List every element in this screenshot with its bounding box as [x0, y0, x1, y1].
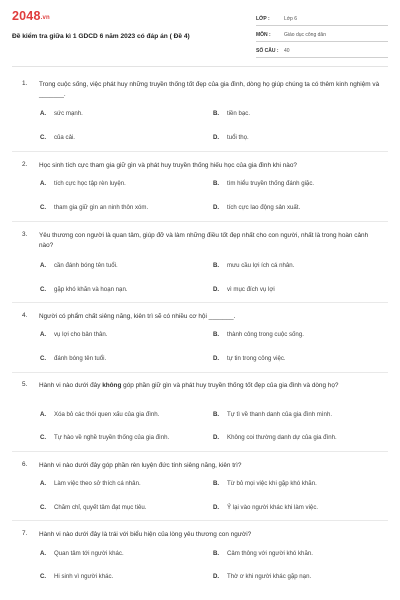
option-b[interactable]	[213, 480, 317, 487]
option-letter: D.	[213, 204, 220, 211]
option-d[interactable]	[213, 573, 311, 580]
option-text: vì mục đích vụ lợi	[227, 286, 275, 293]
meta-label: SỐ CÂU :	[256, 48, 279, 54]
meta-row-subject	[256, 29, 388, 42]
question-text	[39, 381, 384, 391]
question-separator	[12, 451, 388, 452]
option-letter: B.	[213, 480, 220, 487]
meta-value: Giáo dục công dân	[284, 32, 326, 38]
option-letter: C.	[40, 504, 47, 511]
question-separator	[12, 302, 388, 303]
option-letter: A.	[40, 411, 47, 418]
option-a[interactable]	[40, 262, 118, 269]
option-d[interactable]	[213, 504, 318, 511]
option-letter: C.	[40, 134, 47, 141]
option-letter: C.	[40, 355, 47, 362]
question-number: 3.	[22, 231, 28, 238]
option-text: đánh bóng tên tuổi.	[54, 355, 107, 362]
option-letter: A.	[40, 110, 47, 117]
option-letter: D.	[213, 286, 220, 293]
question-number: 1.	[22, 80, 28, 87]
option-c[interactable]	[40, 286, 128, 293]
option-d[interactable]	[213, 286, 275, 293]
option-text: gặp khó khăn và hoạn nạn.	[54, 286, 128, 293]
option-letter: B.	[213, 110, 220, 117]
option-a[interactable]	[40, 550, 124, 557]
option-d[interactable]	[213, 134, 249, 141]
option-d[interactable]	[213, 204, 300, 211]
meta-label: LỚP :	[256, 16, 270, 22]
option-a[interactable]	[40, 480, 141, 487]
option-a[interactable]	[40, 180, 126, 187]
option-d[interactable]	[213, 355, 286, 362]
option-letter: A.	[40, 480, 47, 487]
option-text: sức mạnh.	[54, 110, 83, 117]
option-text: Không coi thường danh dự của gia đình.	[227, 434, 337, 441]
option-text: Quan tâm tới người khác.	[54, 550, 124, 557]
option-b[interactable]	[213, 180, 314, 187]
question-text: Hành vi nào dưới đây góp phần rèn luyện đức tính siêng năng, kiên trì?	[39, 462, 242, 469]
question-text: Hành vi nào dưới đây là trái với biểu hiện của lòng yêu thương con người?	[39, 531, 252, 538]
question-separator	[12, 221, 388, 222]
question-number: 2.	[22, 161, 28, 168]
option-text: Tự hào về nghề truyền thống của gia đình.	[54, 434, 170, 441]
question-text: Học sinh tích cực tham gia giữ gìn và phát huy truyền thống hiếu học của gia đình khi nào?	[39, 162, 297, 169]
option-letter: A.	[40, 550, 47, 557]
option-letter: D.	[213, 573, 220, 580]
question-text: Trong cuộc sống, việc phát huy những truyền thống tốt đẹp của gia đình, dòng họ giúp chúng ta có thêm kinh nghiệm và _______.	[39, 81, 380, 98]
question-number: 7.	[22, 530, 28, 537]
option-a[interactable]	[40, 110, 83, 117]
question-separator	[12, 151, 388, 152]
option-text: Cảm thông với người khó khăn.	[227, 550, 313, 557]
option-letter: C.	[40, 573, 47, 580]
option-letter: D.	[213, 355, 220, 362]
option-c[interactable]	[40, 204, 148, 211]
option-text: Thờ ơ khi người khác gặp nạn.	[227, 573, 312, 580]
document-title: Đề kiểm tra giữa kì 1 GDCD 6 năm 2023 có đáp án ( Đề 4)	[12, 33, 190, 40]
meta-value: Lớp 6	[284, 16, 298, 22]
site-logo[interactable]	[12, 9, 50, 23]
option-text: Từ bỏ mọi việc khi gặp khó khăn.	[227, 480, 317, 487]
option-c[interactable]	[40, 355, 106, 362]
option-letter: D.	[213, 504, 220, 511]
header-divider	[12, 66, 388, 67]
option-a[interactable]	[40, 411, 159, 418]
question-separator	[12, 520, 388, 521]
meta-value: 40	[284, 48, 290, 54]
option-letter: A.	[40, 180, 47, 187]
option-letter: C.	[40, 434, 47, 441]
option-b[interactable]	[213, 110, 250, 117]
question-number: 4.	[22, 312, 28, 319]
option-text: Chăm chỉ, quyết tâm đạt mục tiêu.	[54, 504, 147, 511]
option-b[interactable]	[213, 262, 294, 269]
option-text: tiền bạc.	[227, 110, 251, 117]
option-b[interactable]	[213, 550, 313, 557]
option-text: thành công trong cuộc sống.	[227, 331, 304, 338]
option-text: Tự tì về thanh danh của gia đình mình.	[227, 411, 333, 418]
option-text: Làm việc theo sở thích cá nhân.	[54, 480, 141, 487]
option-letter: B.	[213, 411, 220, 418]
question-number: 6.	[22, 461, 28, 468]
option-letter: D.	[213, 434, 220, 441]
option-text: vụ lợi cho bản thân.	[54, 331, 108, 338]
question-text-part: Hành vi nào dưới đây	[39, 382, 103, 389]
option-c[interactable]	[40, 573, 113, 580]
option-c[interactable]	[40, 504, 146, 511]
page-header	[0, 0, 400, 62]
question-separator	[12, 372, 388, 373]
meta-row-count	[256, 45, 388, 58]
option-text: Ỷ lại vào người khác khi làm việc.	[227, 504, 319, 511]
option-text: của cải.	[54, 134, 76, 141]
question-text-emphasis: không	[102, 382, 122, 389]
option-b[interactable]	[213, 411, 332, 418]
option-letter: A.	[40, 331, 47, 338]
option-letter: B.	[213, 331, 220, 338]
meta-panel	[256, 13, 388, 58]
option-letter: B.	[213, 550, 220, 557]
meta-label: MÔN :	[256, 32, 271, 38]
option-letter: C.	[40, 204, 47, 211]
option-text: tự tin trong công việc.	[227, 355, 286, 362]
option-c[interactable]	[40, 134, 75, 141]
option-letter: A.	[40, 262, 47, 269]
option-d[interactable]	[213, 434, 337, 441]
option-text: tuổi thọ.	[227, 134, 249, 141]
option-text: tìm hiểu truyền thống đánh giặc.	[227, 180, 315, 187]
question-text: Yêu thương con người là quan tâm, giúp đỡ và làm những điều tốt đẹp nhất cho con người, nhất là trong hoàn cảnh nào?	[39, 232, 369, 249]
question-text-part: góp phần giữ gìn và phát huy truyền thống tốt đẹp của gia đình và dòng họ?	[121, 382, 339, 389]
logo-tld: .vn	[40, 15, 50, 21]
question-text: Người có phẩm chất siêng năng, kiên trì sẽ có nhiều cơ hội _______.	[39, 313, 236, 320]
option-b[interactable]	[213, 331, 304, 338]
option-text: mưu cầu lợi ích cá nhân.	[227, 262, 295, 269]
meta-row-class	[256, 13, 388, 26]
option-text: tích cực lao động sản xuất.	[227, 204, 301, 211]
option-c[interactable]	[40, 434, 169, 441]
option-text: tích cực học tập rèn luyện.	[54, 180, 126, 187]
option-letter: B.	[213, 262, 220, 269]
option-text: Xóa bỏ các thói quen xấu của gia đình.	[54, 411, 160, 418]
option-text: cần đánh bóng tên tuổi.	[54, 262, 118, 269]
option-letter: D.	[213, 134, 220, 141]
option-text: tham gia giữ gìn an ninh thôn xóm.	[54, 204, 149, 211]
question-number: 5.	[22, 381, 28, 388]
option-a[interactable]	[40, 331, 107, 338]
logo-text: 2048	[12, 9, 41, 23]
option-text: Hi sinh vì người khác.	[54, 573, 114, 580]
option-letter: B.	[213, 180, 220, 187]
option-letter: C.	[40, 286, 47, 293]
